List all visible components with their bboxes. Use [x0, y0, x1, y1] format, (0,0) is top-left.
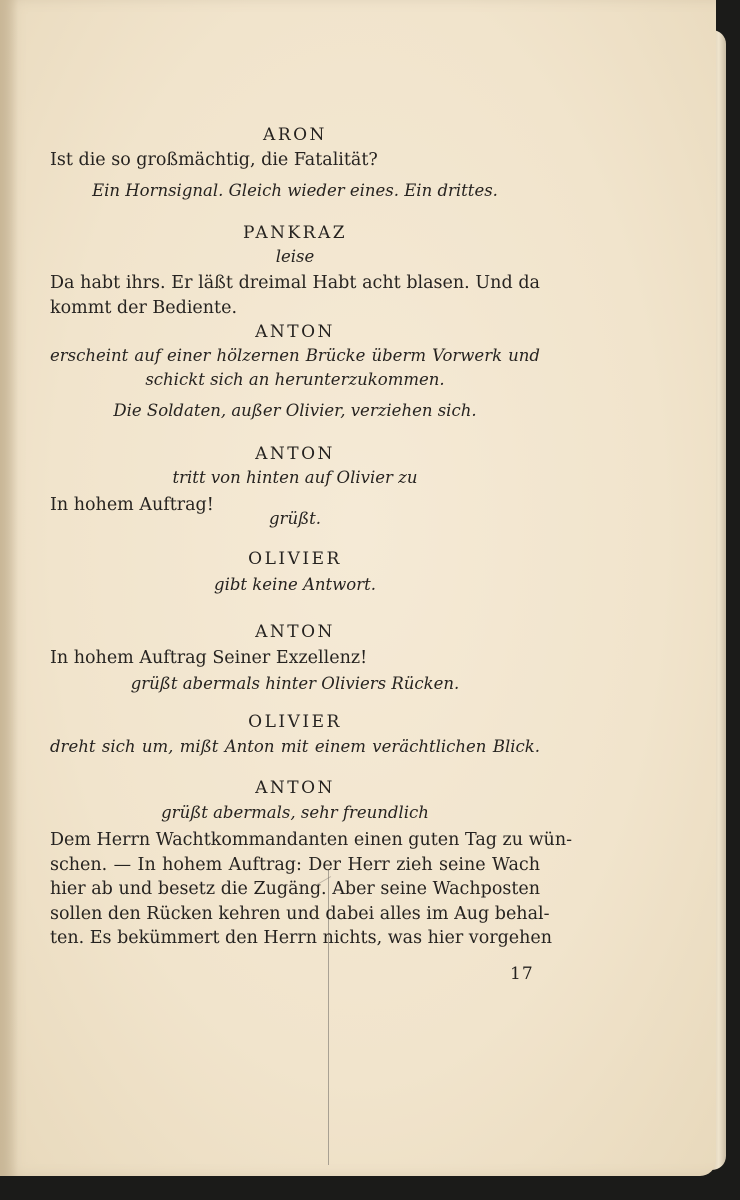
dialogue-line: kommt der Bediente.: [50, 298, 238, 318]
stage-direction: grüßt abermals hinter Oliviers Rücken.: [130, 674, 460, 693]
stage-direction: gibt keine Antwort.: [214, 575, 376, 594]
dialogue-line: sollen den Rücken kehren und dabei alles im Aug behal-: [50, 904, 550, 924]
dialogue-line: ten. Es bekümmert den Herrn nichts, was hier vorgehen: [50, 928, 553, 948]
stage-direction: Ein Hornsignal. Gleich wieder eines. Ein drittes.: [92, 181, 498, 200]
dialogue-line: Dem Herrn Wachtkommandanten einen guten Tag zu wün-: [50, 830, 573, 850]
speaker-name: ANTON: [255, 444, 335, 464]
dialogue-line: In hohem Auftrag!: [50, 495, 214, 515]
dialogue-line: schen. — In hohem Auftrag: Der Herr zieh seine Wach: [50, 855, 540, 875]
page-number: 17: [510, 964, 534, 984]
stage-direction: tritt von hinten auf Olivier zu: [172, 468, 418, 487]
speaker-name: OLIVIER: [248, 549, 342, 569]
stage-direction: erscheint auf einer hölzernen Brücke überm Vorwerk und: [50, 346, 540, 365]
speaker-name: ANTON: [255, 622, 335, 642]
speaker-name: PANKRAZ: [242, 223, 348, 243]
speaker-name: ARON: [263, 125, 327, 145]
dialogue-line: Da habt ihrs. Er läßt dreimal Habt acht blasen. Und da: [50, 273, 540, 293]
stage-direction: leise: [275, 247, 315, 266]
dialogue-line: hier ab und besetz die Zugäng. Aber seine Wachposten: [50, 879, 540, 899]
stage-direction: dreht sich um, mißt Anton mit einem verächtlichen Blick.: [50, 737, 540, 756]
stage-direction: Die Soldaten, außer Olivier, verziehen sich.: [113, 401, 477, 420]
dialogue-line: In hohem Auftrag Seiner Exzellenz!: [50, 648, 368, 668]
speaker-name: ANTON: [255, 322, 335, 342]
speaker-name: ANTON: [255, 778, 335, 798]
stage-direction: schickt sich an herunterzukommen.: [145, 370, 445, 389]
dialogue-line: Ist die so großmächtig, die Fatalität?: [50, 150, 378, 170]
stage-direction: grüßt.: [269, 509, 321, 528]
speaker-name: OLIVIER: [248, 712, 342, 732]
stage-direction: grüßt abermals, sehr freundlich: [161, 803, 429, 822]
